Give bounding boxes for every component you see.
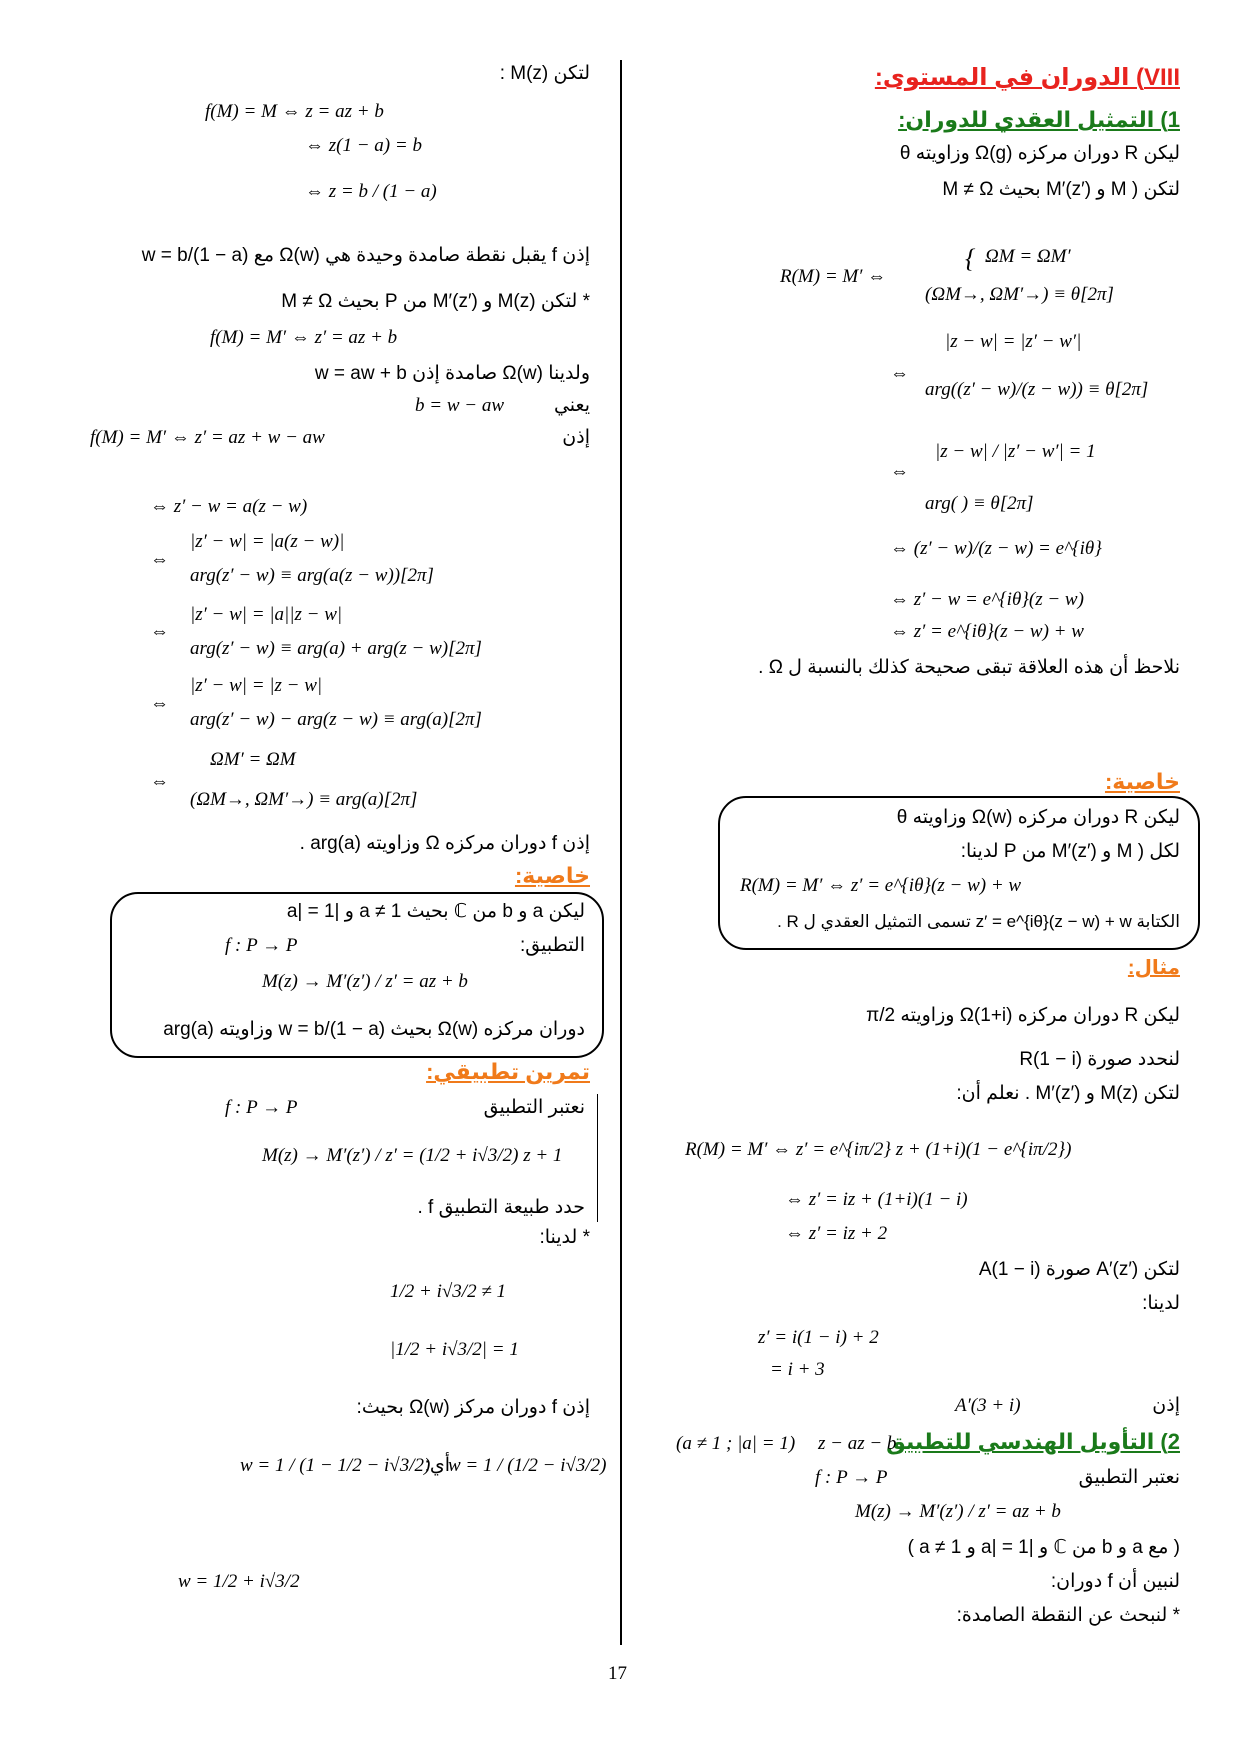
equation: ⇔ xyxy=(890,461,909,482)
equation: ⇔ z′ = iz + (1+i)(1 − i) xyxy=(785,1189,968,1210)
equation: |z − w| / |z′ − w′| = 1 xyxy=(935,441,1096,462)
equation: ⇔ z′ − w = a(z − w) xyxy=(150,496,308,517)
equation: ⇔ xyxy=(890,363,909,384)
equation: A′(3 + i) xyxy=(955,1395,1021,1416)
equation: = i + 3 xyxy=(770,1359,825,1380)
equation: arg( ) ≡ θ[2π] xyxy=(925,493,1034,514)
equation: f : P → P xyxy=(225,935,298,956)
text-line: ولدينا Ω(w) صامدة إذن w = aw + b xyxy=(314,363,590,384)
text-line: إذن f دوران مركزه Ω وزاويته arg(a) . xyxy=(299,833,590,854)
equation: f : P → P xyxy=(225,1097,298,1118)
text-line: إذن f دوران مركز Ω(w) بحيث: xyxy=(356,1397,590,1418)
text-line: دوران مركزه Ω(w) بحيث w = b/(1 − a) وزاويته arg(a) xyxy=(163,1019,585,1040)
text-line: نعتبر التطبيق xyxy=(483,1097,585,1118)
equation: ΩM′ = ΩM xyxy=(210,749,296,770)
equation: R(M) = M′ ⇔ z′ = e^{iπ/2} z + (1+i)(1 − e^{iπ/2}) xyxy=(685,1139,1072,1160)
equation: arg(z′ − w) ≡ arg(a) + arg(z − w)[2π] xyxy=(190,638,482,659)
equation: f(M) = M ⇔ z = az + b xyxy=(205,101,384,122)
text-line: لتكن M(z) : xyxy=(499,63,590,84)
equation: f(M) = M′ ⇔ z′ = az + w − aw xyxy=(90,427,325,448)
arrow: ⇔ xyxy=(150,771,169,792)
text-line: لدينا: xyxy=(1142,1293,1180,1314)
equation: R(M) = M′ ⇔ xyxy=(780,266,887,287)
text-line: لنحدد صورة R(1 − i) xyxy=(1019,1049,1180,1070)
text-line: ليكن R دوران مركزه Ω(w) وزاويته θ xyxy=(896,807,1180,828)
equation: w = 1/2 + i√3/2 xyxy=(178,1571,300,1592)
subsection-title-2: 2) التأويل الهندسي للتطبيق xyxy=(886,1429,1180,1454)
text-line: الكتابة z′ = e^{iθ}(z − w) + w تسمى التمثيل العقدي ل R . xyxy=(777,912,1180,931)
exercise-bar xyxy=(597,1094,598,1222)
text-line: * لدينا: xyxy=(539,1227,590,1248)
equation: f : P → P xyxy=(815,1467,888,1488)
text-line: التطبيق: xyxy=(520,935,585,956)
column-divider xyxy=(620,60,622,1645)
equation: arg(z′ − w) ≡ arg(a(z − w))[2π] xyxy=(190,565,434,586)
equation: (a ≠ 1 ; |a| = 1) xyxy=(676,1433,796,1454)
text-line: ( مع a و b من ℂ و |a| = 1 و a ≠ 1 ) xyxy=(907,1537,1180,1558)
equation: arg(z′ − w) − arg(z − w) ≡ arg(a)[2π] xyxy=(190,709,482,730)
equation: z − az − b xyxy=(818,1433,897,1454)
equation: arg((z′ − w)/(z − w)) ≡ θ[2π] xyxy=(925,379,1149,400)
section-title: VIII) الدوران في المستوى: xyxy=(874,64,1180,91)
text-line: نعتبر التطبيق xyxy=(1078,1467,1180,1488)
text-line: يعني xyxy=(553,395,590,416)
equation: ⇔ z(1 − a) = b xyxy=(305,135,422,156)
page-number: 17 xyxy=(608,1663,627,1684)
text-line: لتكن A′(z′) صورة A(1 − i) xyxy=(978,1259,1180,1280)
text-line: * لتكن M(z) و M′(z′) من P بحيث M ≠ Ω xyxy=(281,291,590,312)
text-line: ليكن a و b من ℂ بحيث a ≠ 1 و |a| = 1 xyxy=(286,901,585,922)
text-line: لتكن M(z) و M′(z′) . نعلم أن: xyxy=(956,1083,1180,1104)
equation: (ΩM→, ΩM′→) ≡ arg(a)[2π] xyxy=(190,789,418,810)
text-line: لتكن ( M و M′(z′) بحيث M ≠ Ω xyxy=(942,179,1180,200)
example-title: مثال: xyxy=(1127,957,1180,979)
equation: z′ = i(1 − i) + 2 xyxy=(758,1327,879,1348)
equation: ⇔ (z′ − w)/(z − w) = e^{iθ} xyxy=(890,538,1102,559)
equation: w = 1 / (1 − 1/2 − i√3/2) xyxy=(240,1455,431,1476)
equation: |z′ − w| = |z − w| xyxy=(190,675,323,696)
equation: b = w − aw xyxy=(415,395,504,416)
text-line: حدد طبيعة التطبيق f . xyxy=(417,1197,585,1218)
equation: |z′ − w| = |a(z − w)| xyxy=(190,531,345,552)
equation: 1/2 + i√3/2 ≠ 1 xyxy=(390,1281,507,1302)
equation: M(z) → M′(z′) / z′ = az + b xyxy=(855,1501,1061,1522)
subsection-title-1: 1) التمثيل العقدي للدوران: xyxy=(898,107,1180,132)
equation: |z′ − w| = |a||z − w| xyxy=(190,604,343,625)
brace: { xyxy=(965,244,976,273)
equation: |z − w| = |z′ − w′| xyxy=(945,331,1082,352)
equation: f(M) = M′ ⇔ z′ = az + b xyxy=(210,327,398,348)
text-line: ليكن R دوران مركزه Ω(1+i) وزاويته π/2 xyxy=(866,1005,1180,1026)
equation: ⇔ z′ = iz + 2 xyxy=(785,1223,888,1244)
arrow: ⇔ xyxy=(150,693,169,714)
text-line: إذن xyxy=(1152,1395,1180,1416)
arrow: ⇔ xyxy=(150,549,169,570)
equation: |1/2 + i√3/2| = 1 xyxy=(390,1339,519,1360)
text-line: إذن f يقبل نقطة صامدة وحيدة هي Ω(w) مع w = b/(1 − a) xyxy=(141,245,590,266)
text-line: * لنبحث عن النقطة الصامدة: xyxy=(956,1605,1180,1626)
text-line: أي: xyxy=(424,1455,450,1476)
property-title: خاصية: xyxy=(1104,769,1180,794)
equation: (ΩM→, ΩM′→) ≡ θ[2π] xyxy=(925,284,1114,305)
equation: ⇔ z′ = e^{iθ}(z − w) + w xyxy=(890,621,1084,642)
equation: M(z) → M′(z′) / z′ = az + b xyxy=(262,971,468,992)
property-title: خاصية: xyxy=(514,863,590,888)
arrow: ⇔ xyxy=(150,621,169,642)
text-line: لنبين أن f دوران: xyxy=(1050,1571,1180,1592)
exercise-title: تمرين تطبيقي: xyxy=(426,1059,590,1084)
text-line: إذن xyxy=(562,427,590,448)
equation: ⇔ z = b / (1 − a) xyxy=(305,181,437,202)
text-line: نلاحظ أن هذه العلاقة تبقى صحيحة كذلك بالنسبة ل Ω . xyxy=(758,657,1180,678)
equation: M(z) → M′(z′) / z′ = (1/2 + i√3/2) z + 1 xyxy=(262,1145,563,1166)
equation: ΩM = ΩM′ xyxy=(985,246,1071,267)
equation: R(M) = M′ ⇔ z′ = e^{iθ}(z − w) + w xyxy=(740,875,1022,896)
equation: ⇔ z′ − w = e^{iθ}(z − w) xyxy=(890,589,1084,610)
equation: w = 1 / (1/2 − i√3/2) xyxy=(448,1455,607,1476)
text-line: لكل ( M و M′(z′) من P لدينا: xyxy=(960,841,1180,862)
text-line: ليكن R دوران مركزه Ω(g) وزاويته θ xyxy=(899,143,1180,164)
